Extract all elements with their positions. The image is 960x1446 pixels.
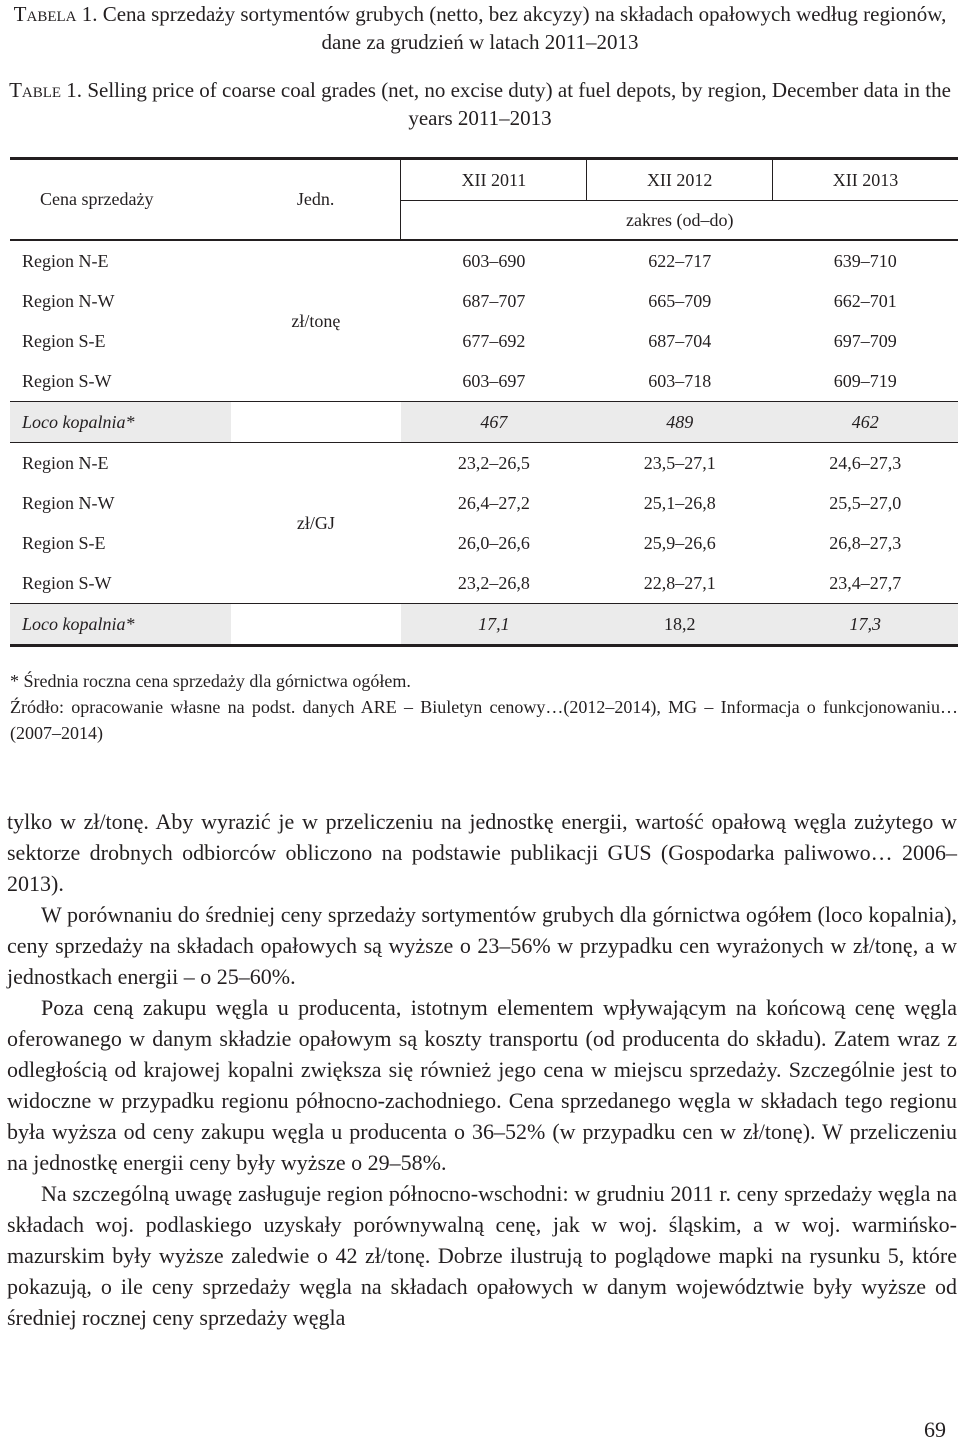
caption-label: Table 1. [9,78,83,102]
table-row [10,443,958,484]
table-row [10,361,958,402]
cell-value: 23,2–26,5 [457,452,530,473]
cell-value: 697–709 [833,330,897,351]
page-number: 69 [924,1417,946,1442]
cell-value: 609–719 [833,370,897,391]
unit-cell: zł/GJ [296,512,335,533]
row-label: Loco kopalnia* [10,402,231,443]
table-row-loco [10,604,958,646]
cell-value: 17,1 [401,604,587,646]
paragraph: Na szczególną uwagę zasługuje region północno-wschodni: w grudniu 2011 r. ceny sprzedaży węgla na składach woj. podlaskiego uzyskały porównywalną cenę, jak w woj. śląskim, a w woj. warmińsko-mazurskim były wyższe zaledwie o 42 zł/tonę. Dobrze ilustrują to poglądowe mapki na rysunku 5, które pokazują, o ile ceny sprzedaży węgla na składach opałowych w danym województwie były wyższe od średniej rocznej ceny sprzedaży węgla [7,1181,957,1330]
cell-value: 26,0–26,6 [457,532,530,553]
unit-cell-empty [231,402,401,443]
body-text [7,806,957,1333]
cell-value: 677–692 [462,330,526,351]
row-label: Region N-W [22,290,115,311]
table-caption-english [0,76,960,132]
cell-value: 26,4–27,2 [457,492,530,513]
cell-value: 489 [587,402,773,443]
cell-value: 26,8–27,3 [829,532,902,553]
row-label: Region S-W [22,572,112,593]
unit-cell: zł/tonę [291,310,341,331]
price-table [10,157,958,647]
header-year-2012: XII 2012 [587,159,773,201]
caption-text: Cena sprzedaży sortymentów grubych (netto, bez akcyzy) na składach opałowych według regionów, dane za grudzień w latach 2011–2013 [102,2,947,54]
table-row [10,523,958,563]
row-label: Region S-E [22,532,106,553]
unit-cell-empty [231,604,401,646]
table-row [10,483,958,523]
header-range: zakres (od–do) [401,201,958,241]
cell-value: 639–710 [833,250,897,271]
header-year-2013: XII 2013 [773,159,958,201]
cell-value: 22,8–27,1 [643,572,716,593]
cell-value: 687–707 [462,290,526,311]
row-label: Region N-E [22,452,109,473]
cell-value: 603–718 [648,370,712,391]
table-row [10,240,958,281]
paragraph: tylko w zł/tonę. Aby wyrazić je w przeliczeniu na jednostkę energii, wartość opałową węgla zużytego w sektorze drobnych odbiorców obliczono na podstawie publikacji GUS (Gospodarka paliwowo… 2006–2013). [7,809,957,896]
cell-value: 23,2–26,8 [457,572,530,593]
cell-value: 687–704 [648,330,712,351]
row-label: Loco kopalnia* [10,604,231,646]
caption-text: Selling price of coarse coal grades (net, no excise duty) at fuel depots, by region, December data in the years 2011–2013 [87,78,951,130]
paragraph: W porównaniu do średniej ceny sprzedaży sortymentów grubych dla górnictwa ogółem (loco kopalnia), ceny sprzedaży na składach opałowych są wyższe o 23–56% w przypadku cen wyrażonych w zł/tonę, a w jednostkach energii – o 25–60%. [7,902,957,989]
cell-value: 622–717 [648,250,712,271]
header-price: Cena sprzedaży [10,159,231,241]
table-row [10,281,958,321]
header-unit: Jedn. [231,159,401,241]
cell-value: 462 [773,402,958,443]
cell-value: 17,3 [773,604,958,646]
row-label: Region N-W [22,492,115,513]
cell-value: 23,5–27,1 [643,452,716,473]
cell-value: 24,6–27,3 [829,452,902,473]
cell-value: 665–709 [648,290,712,311]
table-footnote: * Średnia roczna cena sprzedaży dla górnictwa ogółem. [10,671,411,691]
table-row [10,321,958,361]
table-row-loco [10,402,958,443]
row-label: Region N-E [22,250,109,271]
cell-value: 25,9–26,6 [643,532,716,553]
cell-value: 603–697 [462,370,526,391]
row-label: Region S-W [22,370,112,391]
header-year-2011: XII 2011 [401,159,587,201]
paragraph: Poza ceną zakupu węgla u producenta, istotnym elementem wpływającym na końcową cenę węgla oferowanego w danym składzie opałowym są koszty transportu (od producenta do składu). Zatem wraz z odległością od krajowej kopalni zwiększa się również jego cena w miejscu sprzedaży. Szczególnie jest to widoczne w przypadku regionu północno-zachodniego. Cena sprzedanego węgla w składach tego regionu była wyższa od ceny zakupu węgla u producenta o 36–52% (w przypadku cen w zł/tonę). W przeliczeniu na jednostkę energii ceny były wyższe o 29–58%. [7,995,957,1175]
table-caption-polish [0,0,960,56]
cell-value: 23,4–27,7 [829,572,902,593]
cell-value: 18,2 [587,604,773,646]
cell-value: 25,5–27,0 [829,492,902,513]
row-label: Region S-E [22,330,106,351]
cell-value: 25,1–26,8 [643,492,716,513]
cell-value: 603–690 [462,250,526,271]
caption-label: Tabela 1. [13,2,98,26]
table-row [10,563,958,604]
cell-value: 467 [401,402,587,443]
cell-value: 662–701 [833,290,897,311]
table-source: Źródło: opracowanie własne na podst. danych ARE – Biuletyn cenowy…(2012–2014), MG – Informacja o funkcjonowaniu… (2007–2014) [10,697,958,743]
